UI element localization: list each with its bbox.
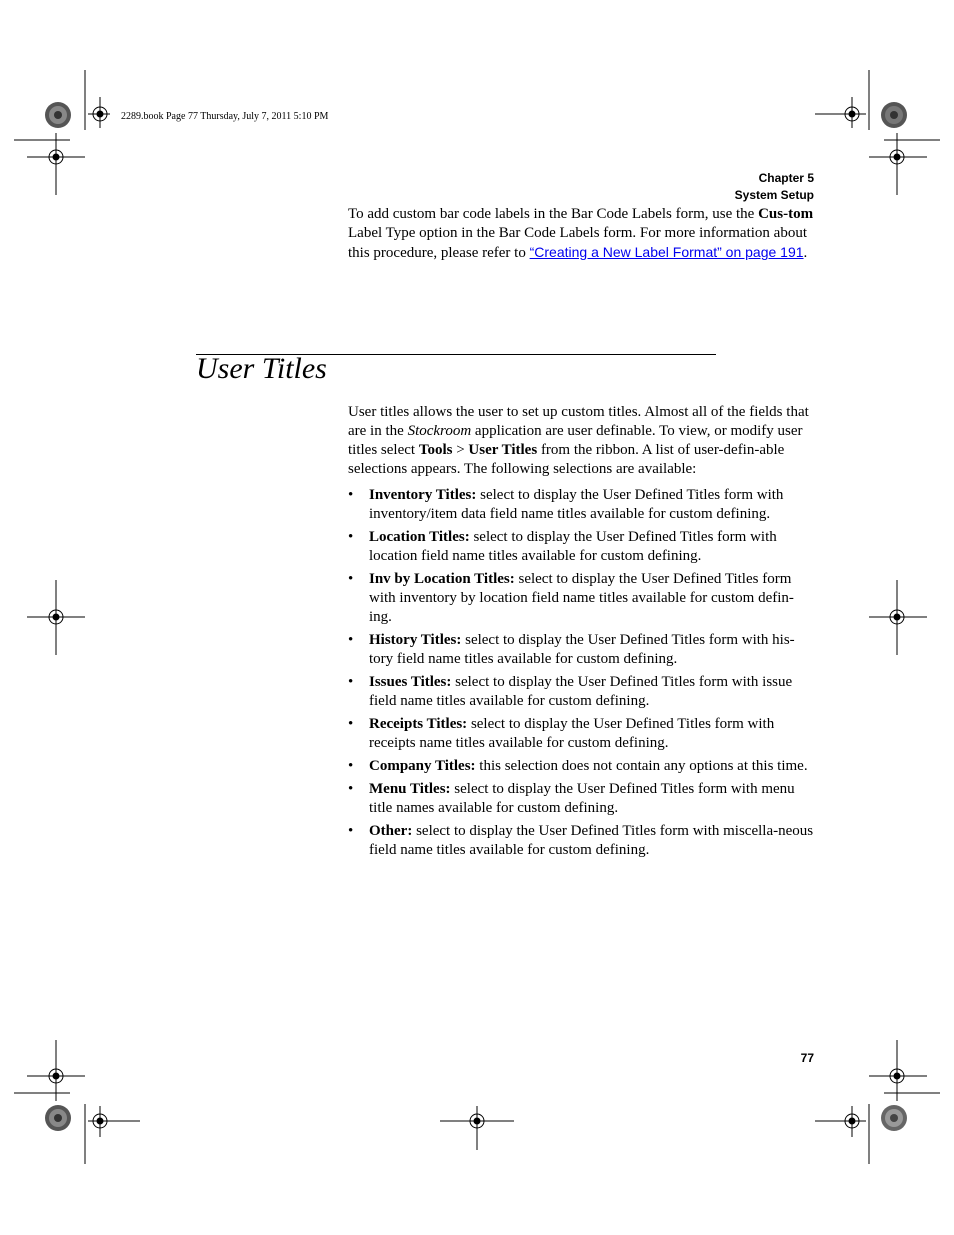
print-info: 2289.book Page 77 Thursday, July 7, 2011 5:10 PM	[121, 111, 329, 122]
paragraph-text: application are user definable. To view, or modify user titles select	[348, 423, 803, 458]
section-heading: User Titles	[196, 352, 327, 385]
list-item-label: Issues Titles:	[369, 674, 452, 690]
list-item-text: this selection does not contain any options at this time.	[475, 758, 808, 774]
menu-user-titles: User Titles	[468, 442, 538, 458]
intro-text: To add custom bar code labels in the Bar Code Labels form, use the	[348, 206, 759, 222]
bullet-icon: •	[348, 716, 354, 732]
list-item-label: Menu Titles:	[369, 781, 451, 797]
paragraph-text: User titles allows the user to set up custom titles. Almost all of the fields that are in the	[348, 404, 809, 439]
list-item-label: Inv by Location Titles:	[369, 571, 515, 587]
list-item-text: select to display the User Defined Titles form with inventory/item data field name titles available for custom defining.	[369, 487, 784, 522]
intro-text: Label Type option in the Bar Code Labels form. For more information about this procedure, please refer to	[348, 225, 807, 261]
list-item-text: select to display the User Defined Titles form with receipts name titles available for custom defining.	[369, 716, 775, 751]
bullet-icon: •	[348, 632, 354, 648]
list-item-text: select to display the User Defined Titles form with his-tory field name titles available for custom defining.	[369, 632, 795, 667]
bullet-icon: •	[348, 758, 354, 774]
list-item-label: Receipts Titles:	[369, 716, 468, 732]
paragraph-text: >	[452, 442, 469, 458]
list-item-text: select to display the User Defined Titles form with location field name titles available for custom defining.	[369, 529, 777, 564]
starburst-mark-icon	[881, 102, 907, 128]
starburst-mark-icon	[45, 1105, 71, 1131]
list-item-text: select to display the User Defined Titles form with inventory by location field name titles available for custom defin-ing.	[369, 571, 794, 625]
intro-paragraph	[348, 205, 814, 263]
list-item	[348, 631, 814, 669]
list-item-label: Company Titles:	[369, 758, 476, 774]
bullet-icon: •	[348, 571, 354, 587]
list-item-label: Location Titles:	[369, 529, 470, 545]
app-name: Stockroom	[407, 423, 472, 439]
intro-bold: Cus-tom	[758, 206, 814, 222]
menu-tools: Tools	[418, 442, 453, 458]
list-item-text: select to display the User Defined Titles form with miscella-neous field name titles available for custom defining.	[369, 823, 814, 858]
bullet-icon: •	[348, 487, 354, 503]
list-item	[348, 673, 814, 711]
list-item	[348, 822, 814, 860]
list-item	[348, 715, 814, 753]
list-item	[348, 486, 814, 524]
bullet-icon: •	[348, 529, 354, 545]
list-item-label: History Titles:	[369, 632, 462, 648]
list-item	[348, 780, 814, 818]
list-item	[348, 757, 814, 776]
bullet-icon: •	[348, 781, 354, 797]
cross-reference-link[interactable]: “Creating a New Label Format” on page 191	[529, 244, 804, 260]
selections-list	[348, 486, 814, 864]
page-number: 77	[800, 1051, 814, 1065]
intro-text: .	[803, 245, 808, 261]
list-item	[348, 528, 814, 566]
list-item	[348, 570, 814, 627]
bullet-icon: •	[348, 674, 354, 690]
chapter-label: Chapter 5	[758, 171, 814, 185]
section-label: System Setup	[734, 188, 814, 202]
list-item-label: Inventory Titles:	[369, 487, 477, 503]
bullet-icon: •	[348, 823, 354, 839]
starburst-mark-icon	[881, 1105, 907, 1131]
starburst-mark-icon	[45, 102, 71, 128]
paragraph-text: from the ribbon. A list of user-defin-able selections appears. The following selections are available:	[348, 442, 785, 477]
list-item-text: select to display the User Defined Titles form with issue field name titles available for custom defining.	[369, 674, 793, 709]
list-item-text: select to display the User Defined Titles form with menu title names available for custom defining.	[369, 781, 795, 816]
user-titles-paragraph	[348, 403, 814, 479]
list-item-label: Other:	[369, 823, 413, 839]
